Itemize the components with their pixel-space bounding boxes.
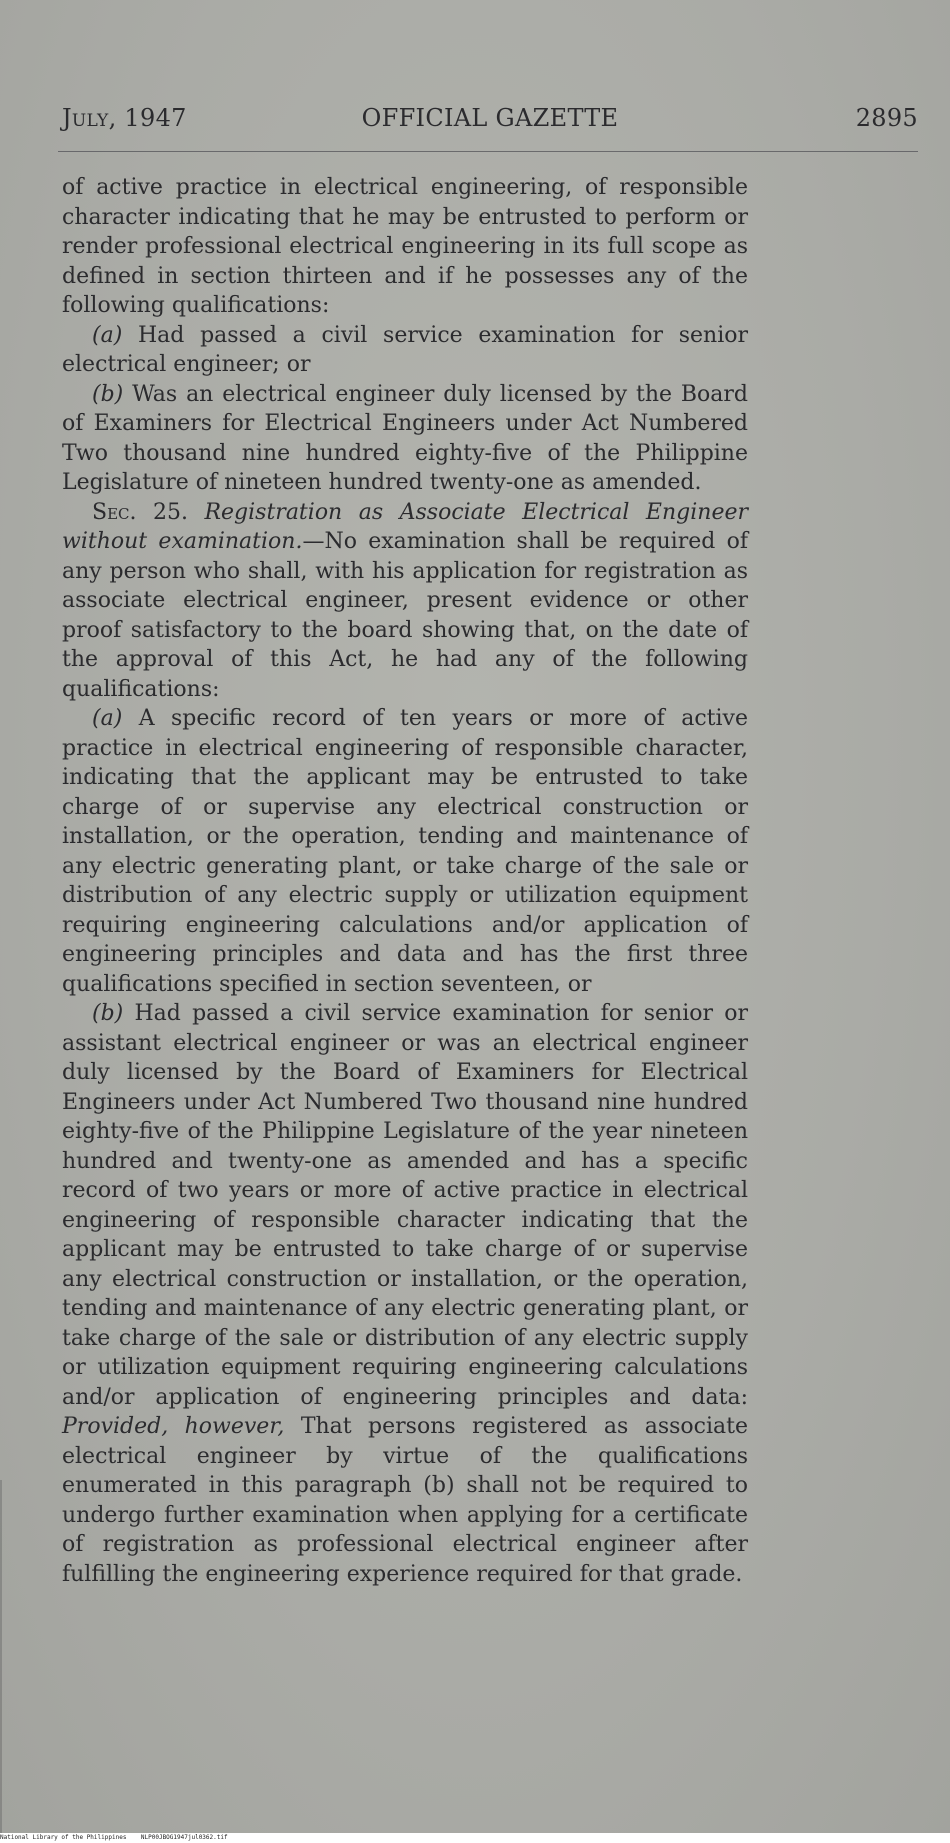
header-rule <box>58 151 918 152</box>
section-25 <box>62 498 748 705</box>
scan-footer <box>0 1833 950 1843</box>
section-text: —No examination shall be required of any person who shall, with his application for registration as associate electrical engineer, present evidence or other proof satisfactory to the board showing that, on the date of the approval of this Act, he had any of the following qualifications: <box>62 529 748 702</box>
item-label: (a) <box>92 706 123 731</box>
section-title: Registration as Associate Electrical Engineer without examination. <box>62 499 748 554</box>
item-label: (b) <box>92 381 124 407</box>
scan-edge-line <box>0 1480 2 1833</box>
page-header <box>62 104 918 144</box>
item-label: (b) <box>92 1001 124 1026</box>
section-label: Sec. 25. <box>92 499 188 525</box>
paragraph-a-senior: (a) Had passed a civil service examination for senior electrical engineer; or <box>62 322 748 377</box>
body-text <box>62 173 748 1589</box>
header-title: OFFICIAL GAZETTE <box>361 104 619 132</box>
paragraph-continuation: of active practice in electrical engineering, of responsible character indicating that he may be entrusted to perform or render professional electrical engineering in its full scope as defined in section thirteen and if he possesses any of the following qualifications: <box>62 175 748 318</box>
item-label: (a) <box>92 322 123 348</box>
paragraph-b-exam: (b) Had passed a civil service examination for senior or assistant electrical engineer or was an electrical engineer duly licensed by the Board of Examiners for Electrical Engineers under Act Numbered Two thousand nine hundred eighty-five of the Philippine Legislature of the year nineteen hundred and twenty-one as amended and has a specific record of two years or more of active practice in electrical engineering of responsible character indicating that the applicant may be entrusted to take charge of or supervise any electrical construction or installation, or the operation, tending and maintenance of any electric generating plant, or take charge of the sale or distribution of any electric supply or utilization equipment requiring engineering calculations and/or application of engineering principles and data: Provided, however, That persons registered as associate electrical engineer by virtue of the qualifications enumerated in this paragraph (b) shall not be required to undergo further examination when applying for a certificate of registration as professional electrical engineer after fulfilling the engineering experience required for that grade. <box>62 1001 748 1587</box>
footer-filename: NLP00JBOG1947jul0362.tif <box>140 1834 228 1841</box>
proviso: Provided, however, <box>62 1414 285 1439</box>
header-date: July, 1947 <box>62 104 187 132</box>
footer-source: National Library of the Philippines <box>0 1834 127 1841</box>
page-number: 2895 <box>855 104 918 132</box>
paragraph-b-licensed: (b) Was an electrical engineer duly licensed by the Board of Examiners for Electrical Engineers under Act Numbered Two thousand nine hundred eighty-five of the Philippine Legislature of nineteen hundred twenty-one as amended. <box>62 381 748 495</box>
paragraph-a-record: (a) A specific record of ten years or more of active practice in electrical engineering of responsible character, indicating that the applicant may be entrusted to take charge of or supervise any electrical construction or installation, or the operation, tending and maintenance of any electric generating plant, or take charge of the sale or distribution of any electric supply or utilization equipment requiring engineering calculations and/or application of engineering principles and data and has the first three qualifications specified in section seventeen, or <box>62 706 748 997</box>
